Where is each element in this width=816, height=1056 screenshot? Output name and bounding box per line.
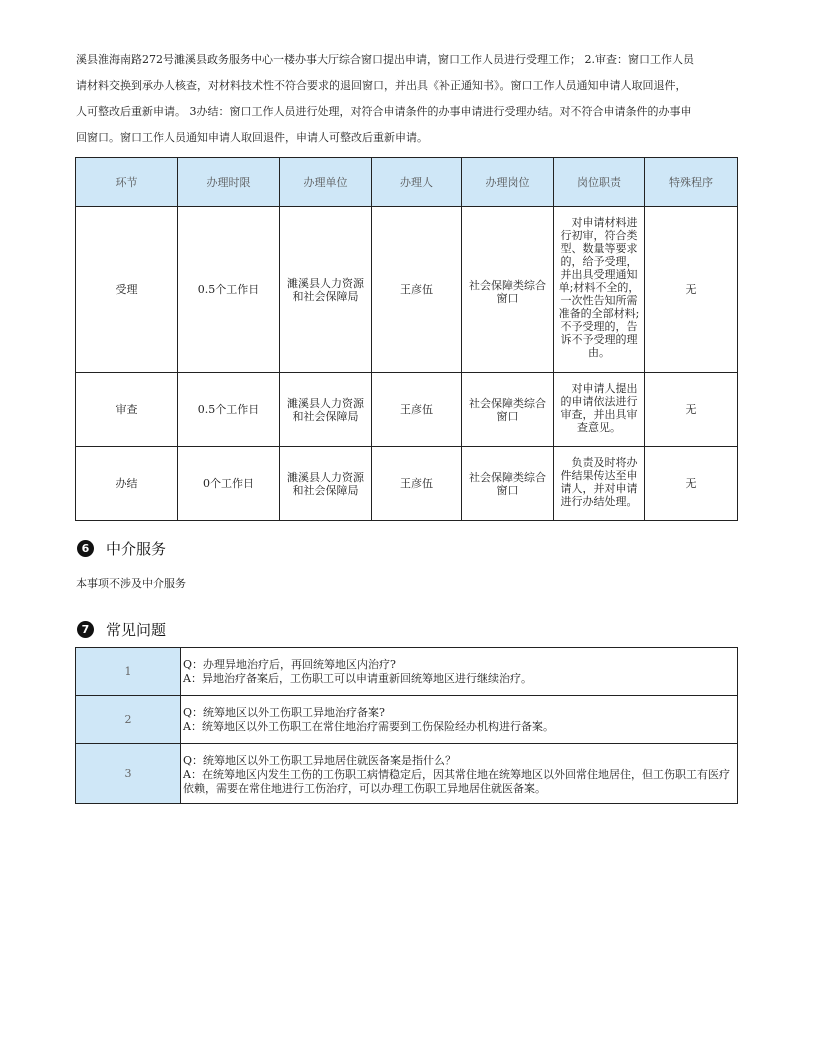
special-cell: 无 — [645, 207, 738, 373]
table-row — [76, 447, 738, 521]
duty-text: 负责及时将办件结果传达至申请人，并对申请进行办结处理。 — [560, 456, 638, 508]
faq-answer: A：异地治疗备案后，工伤职工可以申请重新回统筹地区进行继续治疗。 — [183, 672, 532, 685]
intro-line: 请材料交换到承办人核查，对材料技术性不符合要求的退回窗口，并出具《补正通知书》。窗口工作人员通知申请人取回退件， — [76, 79, 687, 92]
faq-content — [181, 648, 738, 696]
faq-row — [76, 744, 738, 804]
duty-cell — [554, 207, 645, 373]
step-cell: 受理 — [76, 207, 178, 373]
person-cell: 王彦伍 — [372, 207, 462, 373]
post-cell: 社会保障类综合窗口 — [462, 373, 554, 447]
faq-answer: A：统筹地区以外工伤职工在常住地治疗需要到工伤保险经办机构进行备案。 — [183, 720, 554, 733]
section-heading-faq — [77, 619, 166, 640]
section-title: 中介服务 — [106, 540, 167, 558]
time-cell: 0.5个工作日 — [178, 373, 280, 447]
table-header-row — [76, 158, 738, 207]
section-number-badge: 7 — [77, 621, 94, 638]
col-header: 环节 — [76, 158, 178, 207]
post-cell: 社会保障类综合窗口 — [462, 447, 554, 521]
step-cell: 审查 — [76, 373, 178, 447]
unit-cell: 濉溪县人力资源和社会保障局 — [280, 373, 372, 447]
person-cell: 王彦伍 — [372, 447, 462, 521]
faq-table — [75, 647, 738, 804]
special-cell: 无 — [645, 447, 738, 521]
faq-question: Q：统筹地区以外工伤职工异地居住就医备案是指什么？ — [183, 754, 457, 767]
intro-line: 溪县淮海南路272号濉溪县政务服务中心一楼办事大厅综合窗口提出申请，窗口工作人员进行受理工作； 2.审查：窗口工作人员 — [76, 53, 694, 66]
intro-line: 人可整改后重新申请。 3办结：窗口工作人员进行处理，对符合申请条件的办事申请进行受理办结。对不符合申请条件的办事申 — [76, 105, 692, 118]
faq-question: Q：办理异地治疗后，再回统筹地区内治疗? — [183, 658, 396, 671]
section-heading-intermediary — [77, 538, 166, 559]
section-title: 常见问题 — [106, 621, 167, 639]
table-row — [76, 373, 738, 447]
col-header: 办理岗位 — [462, 158, 554, 207]
unit-cell: 濉溪县人力资源和社会保障局 — [280, 207, 372, 373]
col-header: 办理时限 — [178, 158, 280, 207]
col-header: 岗位职责 — [554, 158, 645, 207]
table-row — [76, 207, 738, 373]
duty-cell — [554, 373, 645, 447]
col-header: 办理单位 — [280, 158, 372, 207]
duty-text: 对申请人提出的申请依法进行审查，并出具审查意见。 — [560, 382, 638, 434]
intro-line: 回窗口。窗口工作人员通知申请人取回退件，申请人可整改后重新申请。 — [76, 131, 428, 144]
post-cell: 社会保障类综合窗口 — [462, 207, 554, 373]
time-cell: 0.5个工作日 — [178, 207, 280, 373]
process-table — [75, 157, 738, 521]
intermediary-note: 本事项不涉及中介服务 — [76, 577, 186, 590]
faq-content — [181, 696, 738, 744]
step-cell: 办结 — [76, 447, 178, 521]
faq-number: 1 — [76, 648, 181, 696]
duty-cell — [554, 447, 645, 521]
col-header: 特殊程序 — [645, 158, 738, 207]
faq-content — [181, 744, 738, 804]
faq-row — [76, 648, 738, 696]
section-number-badge: 6 — [77, 540, 94, 557]
faq-question: Q：统筹地区以外工伤职工异地治疗备案? — [183, 706, 385, 719]
faq-number: 2 — [76, 696, 181, 744]
person-cell: 王彦伍 — [372, 373, 462, 447]
faq-row — [76, 696, 738, 744]
duty-text: 对申请材料进行初审，符合类型、数量等要求的，给予受理，并出具受理通知单;材料不全的，一次性告知所需准备的全部材料;不予受理的，告诉不予受理的理由。 — [558, 216, 640, 359]
col-header: 办理人 — [372, 158, 462, 207]
unit-cell: 濉溪县人力资源和社会保障局 — [280, 447, 372, 521]
time-cell: 0个工作日 — [178, 447, 280, 521]
intro-text — [76, 47, 740, 151]
faq-answer: A：在统筹地区内发生工伤的工伤职工病情稳定后，因其常住地在统筹地区以外回常住地居住，但工伤职工有医疗依赖，需要在常住地进行工伤治疗，可以办理工伤职工异地居住就医备案。 — [183, 768, 730, 795]
faq-number: 3 — [76, 744, 181, 804]
special-cell: 无 — [645, 373, 738, 447]
